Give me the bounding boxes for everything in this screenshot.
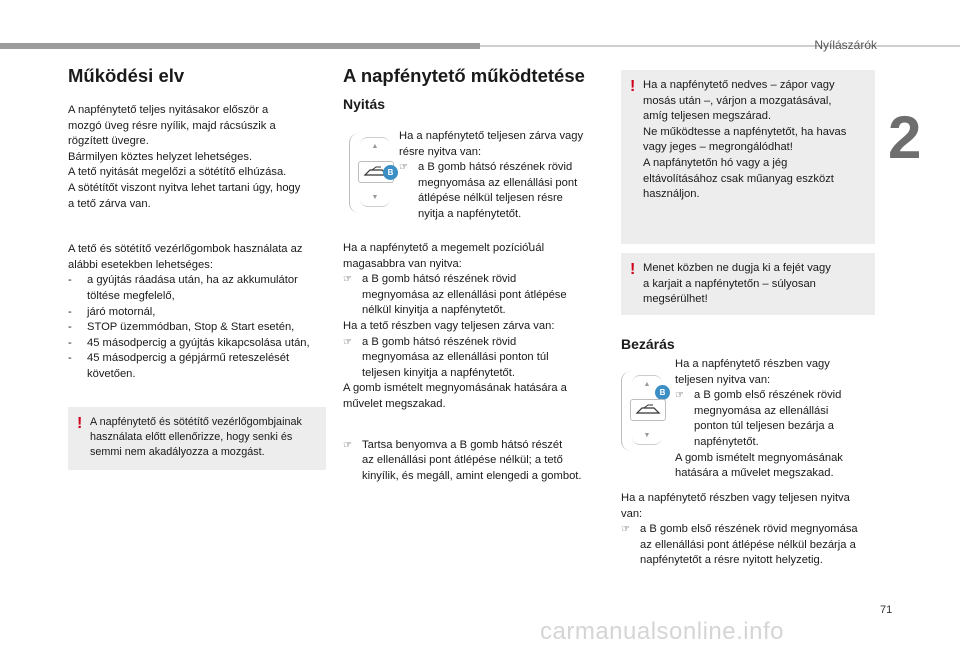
instruction-item: ☞ a B gomb hátsó részének rövid megnyomása az ellenállási pont átlépése nélkül kinyitja a napfénytetőt. xyxy=(343,273,567,317)
warning-box-head-out xyxy=(621,253,875,315)
fig-after-text: A gomb ismételt megnyomásának hatására a művelet megszakad. xyxy=(675,451,843,480)
arrow-down-icon: ▼ xyxy=(360,189,390,207)
warning-text: Ha a napfénytető nedves – zápor vagy mosás után –, várjon a mozgatásával, amíg teljesen megszárad. Ne működtesse a napfénytetőt, ha havas vagy jeges – megrongálódhat! A napfánytetőn hó vagy a jég eltávolításához csak műanyag eszközt használjon. xyxy=(643,79,847,201)
sunroof-button-icon xyxy=(630,399,666,421)
header-bar xyxy=(0,43,480,49)
raised-position-paragraph: Ha a napfénytető a megemelt pozícióնál magasabbra van nyitva: xyxy=(343,242,545,270)
heading-sunroof-operation: A napfénytető működtetése xyxy=(343,65,585,86)
warning-text: A napfénytető és sötétítő vezérlőgombjainak használata előtt ellenőrizze, hogy senki és semmi nem akadályozza a mozgást. xyxy=(90,415,302,458)
instruction-item: ☞ a B gomb hátsó részének rövid megnyomása az ellenállási pont átlépése nélkül teljesen résre nyitja a napfénytetőt. xyxy=(399,161,578,220)
exclamation-icon: ! xyxy=(77,414,83,432)
column-closing xyxy=(621,70,875,569)
exclamation-icon: ! xyxy=(630,261,636,278)
arrow-up-icon: ▲ xyxy=(632,375,662,393)
section-title: Nyílászárók xyxy=(814,38,877,52)
column-operation xyxy=(343,65,605,484)
opening-figure-text xyxy=(399,129,605,223)
instruction-item: ☞ a B gomb hátsó részének rövid megnyomása az ellenállási ponton túl teljesen kinyitja a napfénytetőt. xyxy=(343,335,549,379)
pointing-hand-icon: ☞ xyxy=(343,336,352,348)
chapter-number: 2 xyxy=(888,104,922,171)
list-item: - STOP üzemmódban, Stop & Start esetén, xyxy=(68,321,295,334)
instruction-item: ☞ a B gomb első részének rövid megnyomása az ellenállási ponton túl teljesen bezárja a napfénytetőt. xyxy=(675,389,842,448)
fig-intro-text: Ha a napfénytető részben vagy teljesen nyitva van: xyxy=(675,358,830,386)
roof-control-illustration xyxy=(349,133,395,213)
exclamation-icon: ! xyxy=(630,78,636,95)
instruction-item: ☞ Tartsa benyomva a B gomb hátsó részét az ellenállási pont átlépése nélkül; a tető kinyílik, és megáll, amint elengedi a gombot. xyxy=(343,438,582,482)
conditions-list xyxy=(68,273,326,382)
header-rule xyxy=(480,45,960,47)
partial-open-paragraph: Ha a napfénytető részben vagy teljesen nyitva van: xyxy=(621,492,850,520)
arrow-up-icon: ▲ xyxy=(360,137,390,155)
page-number: 71 xyxy=(880,604,893,616)
warning-box-wet-roof xyxy=(621,70,875,244)
watermark: carmanualsonline.info xyxy=(540,618,784,645)
heading-opening: Nyitás xyxy=(343,96,386,112)
pointing-hand-icon: ☞ xyxy=(343,439,352,451)
list-item: - járó motornál, xyxy=(68,305,156,318)
pointing-hand-icon: ☞ xyxy=(399,162,408,174)
closing-figure-block xyxy=(621,357,875,480)
pointing-hand-icon: ☞ xyxy=(675,390,684,402)
fig-intro-text: Ha a napfénytető teljesen zárva vagy résre nyitva van: xyxy=(399,130,584,158)
pointing-hand-icon: ☞ xyxy=(343,274,352,286)
closing-figure-text xyxy=(675,357,875,482)
column-operating-principle xyxy=(68,65,326,470)
roof-control-illustration xyxy=(621,371,667,451)
button-b-badge: B xyxy=(655,385,670,400)
interrupt-paragraph: A gomb ismételt megnyomásának hatására a művelet megszakad. xyxy=(343,382,567,410)
conditions-paragraph: A tető és sötétítő vezérlőgombok használata az alábbi esetekben lehetséges: xyxy=(68,243,303,271)
opening-figure-block xyxy=(343,129,605,233)
arrow-down-icon: ▼ xyxy=(632,427,662,445)
closed-roof-paragraph: Ha a tető részben vagy teljesen zárva van: xyxy=(343,319,555,332)
button-b-badge: B xyxy=(383,165,398,180)
heading-operating-principle: Működési elv xyxy=(68,65,185,86)
pointing-hand-icon: ☞ xyxy=(621,524,630,536)
heading-closing: Bezárás xyxy=(621,336,675,352)
warning-text: Menet közben ne dugja ki a fejét vagy a karjait a napfénytetőn – súlyosan megsérülhet! xyxy=(643,262,831,306)
instruction-item: ☞ a B gomb első részének rövid megnyomása az ellenállási pont átlépése nélkül bezárja a napfénytetőt a résre nyitott helyzetig. xyxy=(621,523,858,567)
list-item: - 45 másodpercig a gyújtás kikapcsolása után, xyxy=(68,336,310,349)
list-item: - 45 másodpercig a gépjármű reteszelését követően. xyxy=(68,352,290,380)
intro-paragraph: A napfénytető teljes nyitásakor először a mozgó üveg résre nyílik, majd rácsúszik a rögzített üvegre. Bármilyen köztes helyzet lehetséges. A tető nyitását megelőzi a sötétítő elhúzása. A sötétítőt viszont nyitva lehet tartani úgy, hogy a tető zárva van. xyxy=(68,104,301,210)
warning-box-obstruction xyxy=(68,407,326,470)
list-item: - a gyújtás ráadása után, ha az akkumulátor töltése megfelelő, xyxy=(68,274,298,302)
